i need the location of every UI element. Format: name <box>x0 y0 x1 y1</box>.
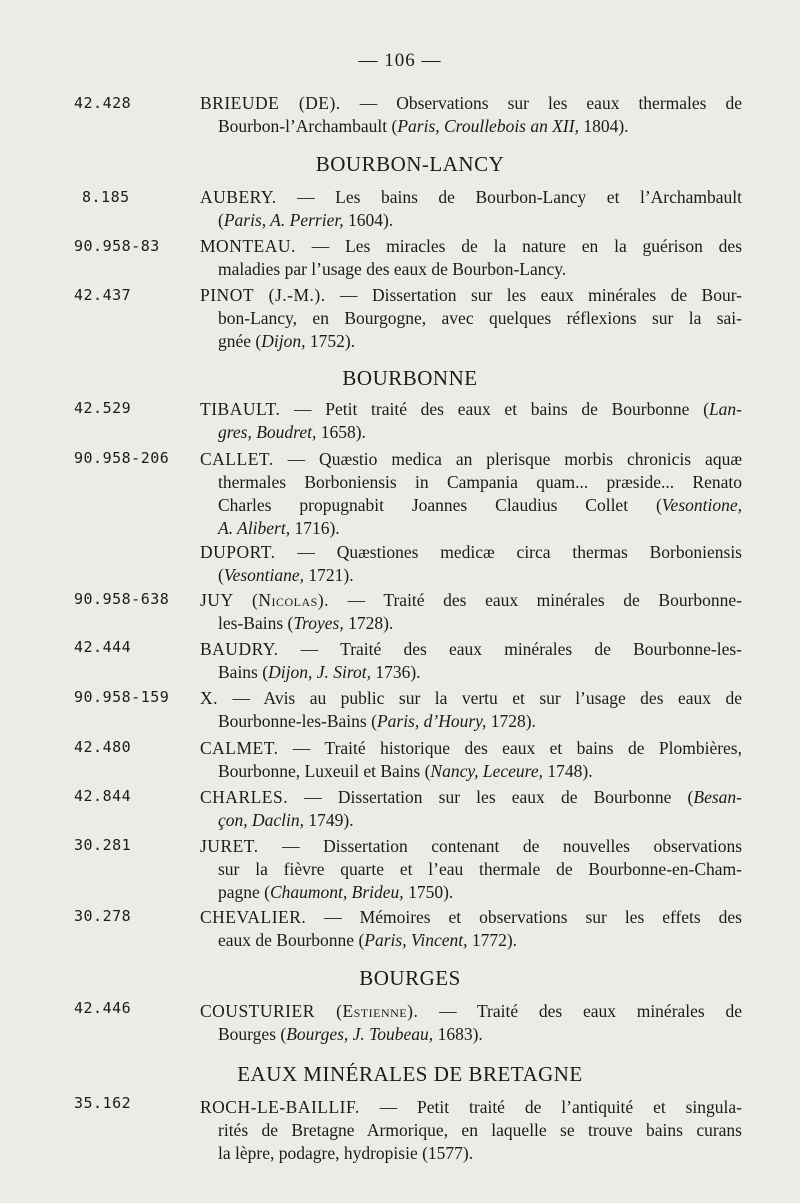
page-number: — 106 — <box>358 50 442 71</box>
entry-x: X. — Avis au public sur la vertu et sur l’usage des eaux de Bourbonne-les-Bains (Paris, d’Houry, 1728). <box>200 688 742 731</box>
entry-code: 30.278 <box>74 907 132 925</box>
entry-aubery: AUBERY. — Les bains de Bourbon-Lancy et l’Archambault (Paris, A. Perrier, 1604). <box>200 187 742 230</box>
entry-code: 8.185 <box>82 188 130 206</box>
entry-code: 42.428 <box>74 94 132 112</box>
entry-author: BRIEUDE (DE). <box>200 93 341 113</box>
entry-charles: CHARLES. — Dissertation sur les eaux de Bourbonne (Besan- çon, Daclin, 1749). <box>200 787 742 830</box>
entry-code: 42.480 <box>74 738 132 756</box>
entry-code: 42.437 <box>74 286 132 304</box>
entry-calmet: CALMET. — Traité historique des eaux et bains de Plombières, Bourbonne, Luxeuil et Bains (Nancy, Leceure, 1748). <box>200 738 742 781</box>
entry-code: 30.281 <box>74 836 132 854</box>
entry-code: 90.958-159 <box>74 688 170 706</box>
entry-code: 90.958-638 <box>74 590 170 608</box>
entry-code: 42.446 <box>74 999 132 1017</box>
entry-juret: JURET. — Dissertation contenant de nouvelles observations sur la fièvre quarte et l’eau thermale de Bourbonne-en-Cham- pagne (Chaumont, Brideu, 1750). <box>200 836 742 902</box>
entry-code: 90.958-206 <box>74 449 170 467</box>
section-heading: BOURGES <box>359 966 461 990</box>
entry-brieude: BRIEUDE (DE). — Observations sur les eaux thermales de Bourbon-l’Archambault (Paris, Croullebois an XII, 1804). <box>200 93 742 136</box>
entry-code: 42.529 <box>74 399 132 417</box>
entry-code: 42.444 <box>74 638 132 656</box>
entry-duport: DUPORT. — Quæstiones medicæ circa thermas Borboniensis (Vesontiane, 1721). <box>200 542 742 585</box>
entry-code: 35.162 <box>74 1094 132 1112</box>
section-heading: BOURBONNE <box>342 366 478 390</box>
entry-code: 90.958-83 <box>74 237 160 255</box>
entry-monteau: MONTEAU. — Les miracles de la nature en la guérison des maladies par l’usage des eaux de Bourbon-Lancy. <box>200 236 742 279</box>
entry-baudry: BAUDRY. — Traité des eaux minérales de Bourbonne-les- Bains (Dijon, J. Sirot, 1736). <box>200 639 742 682</box>
entry-pinot: PINOT (J.-M.). — Dissertation sur les eaux minérales de Bour- bon-Lancy, en Bourgogne, avec quelques réflexions sur la sai- gnée (Dijon, 1752). <box>200 285 742 351</box>
section-heading: EAUX MINÉRALES DE BRETAGNE <box>237 1062 583 1086</box>
section-heading: BOURBON-LANCY <box>315 152 505 176</box>
entry-roch-le-baillif: ROCH-LE-BAILLIF. — Petit traité de l’antiquité et singula- rités de Bretagne Armorique, en laquelle se trouve bains curans la lèpre, podagre, hydropisie (1577). <box>200 1097 742 1163</box>
entry-cousturier: COUSTURIER (Estienne). — Traité des eaux minérales de Bourges (Bourges, J. Toubeau, 1683). <box>200 1001 742 1044</box>
entry-juy: JUY (Nicolas). — Traité des eaux minérales de Bourbonne- les-Bains (Troyes, 1728). <box>200 590 742 633</box>
entry-chevalier: CHEVALIER. — Mémoires et observations sur les effets des eaux de Bourbonne (Paris, Vincent, 1772). <box>200 907 742 950</box>
entry-code: 42.844 <box>74 787 132 805</box>
entry-callet: CALLET. — Quæstio medica an plerisque morbis chronicis aquæ thermales Borboniensis in Campania quam... præside... Renato Charles propugnabit Joannes Claudius Collet (Vesontione, A. Alibert, 1716). <box>200 449 742 538</box>
entry-tibault: TIBAULT. — Petit traité des eaux et bains de Bourbonne (Lan- gres, Boudret, 1658). <box>200 399 742 442</box>
